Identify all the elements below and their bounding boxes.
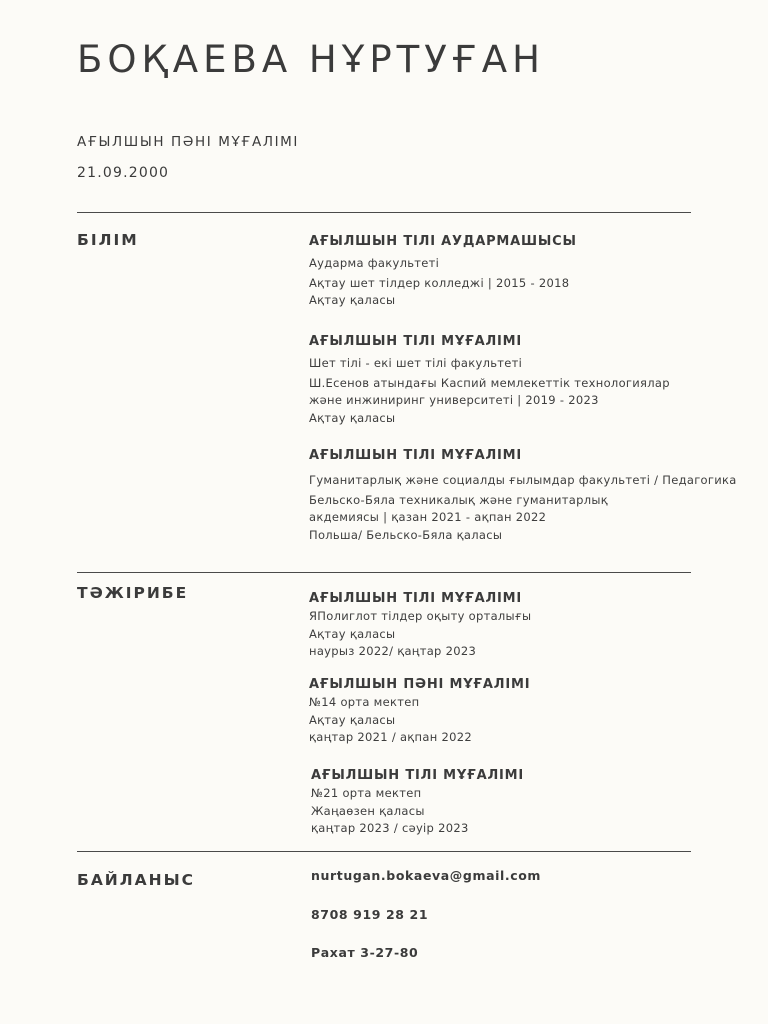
contact-address: Рахат 3-27-80 — [311, 945, 419, 960]
section-title-experience: ТӘЖІРИБЕ — [77, 584, 189, 602]
education-entry — [309, 448, 759, 544]
contact-phone[interactable]: 8708 919 28 21 — [311, 907, 429, 922]
experience-entry — [311, 768, 761, 838]
entry-line: Жаңаөзен қаласы — [311, 803, 425, 818]
entry-line: Польша/ Бельско-Бяла қаласы — [309, 527, 503, 542]
entry-line: Гуманитарлық және социалды ғылымдар факультеті / Педагогика — [309, 473, 737, 487]
entry-title: АҒЫЛШЫН ТІЛІ МҰҒАЛІМІ — [309, 448, 523, 463]
divider — [77, 851, 691, 852]
entry-title: АҒЫЛШЫН ТІЛІ МҰҒАЛІМІ — [309, 591, 523, 606]
entry-line: қаңтар 2021 / ақпан 2022 — [309, 730, 472, 744]
section-title-contact: БАЙЛАНЫС — [77, 871, 196, 889]
entry-line: және инжиниринг университеті | 2019 - 2023 — [309, 393, 599, 407]
full-name: БОҚАЕВА НҰРТУҒАН — [77, 38, 545, 81]
entry-line: Ш.Есенов атындағы Каспий мемлекеттік технологиялар — [309, 375, 670, 390]
experience-entry — [309, 591, 759, 661]
contact-email[interactable]: nurtugan.bokaeva@gmail.com — [311, 868, 542, 883]
divider — [77, 572, 691, 573]
job-title: АҒЫЛШЫН ПӘНІ МҰҒАЛІМІ — [77, 134, 299, 150]
entry-line: №14 орта мектеп — [309, 695, 420, 709]
section-title-education: БІЛІМ — [77, 231, 139, 249]
entry-title: АҒЫЛШЫН ТІЛІ МҰҒАЛІМІ — [311, 768, 525, 783]
entry-line: Ақтау қаласы — [309, 410, 396, 425]
entry-title: АҒЫЛШЫН ТІЛІ АУДАРМАШЫСЫ — [309, 234, 577, 249]
entry-line: ЯПолиглот тілдер оқыту орталығы — [309, 609, 532, 623]
education-entry — [309, 234, 759, 310]
entry-line: Ақтау қаласы — [309, 293, 396, 307]
entry-line: №21 орта мектеп — [311, 786, 422, 800]
entry-line: Шет тілі - екі шет тілі факультеті — [309, 356, 523, 370]
entry-line: наурыз 2022/ қаңтар 2023 — [309, 644, 477, 658]
entry-line: Аударма факультеті — [309, 256, 440, 270]
entry-title: АҒЫЛШЫН ТІЛІ МҰҒАЛІМІ — [309, 334, 523, 349]
entry-line: Бельско-Бяла техникалық және гуманитарлық — [309, 492, 608, 507]
entry-line: акдемиясы | қазан 2021 - ақпан 2022 — [309, 510, 547, 524]
entry-line: қаңтар 2023 / сәуір 2023 — [311, 821, 469, 835]
entry-line: Ақтау шет тілдер колледжі | 2015 - 2018 — [309, 275, 570, 290]
entry-line: Ақтау қаласы — [309, 626, 396, 641]
education-entry — [309, 334, 759, 427]
experience-entry — [309, 677, 759, 747]
entry-line: Ақтау қаласы — [309, 712, 396, 727]
birth-date: 21.09.2000 — [77, 165, 170, 181]
divider — [77, 212, 691, 213]
entry-title: АҒЫЛШЫН ПӘНІ МҰҒАЛІМІ — [309, 677, 531, 692]
